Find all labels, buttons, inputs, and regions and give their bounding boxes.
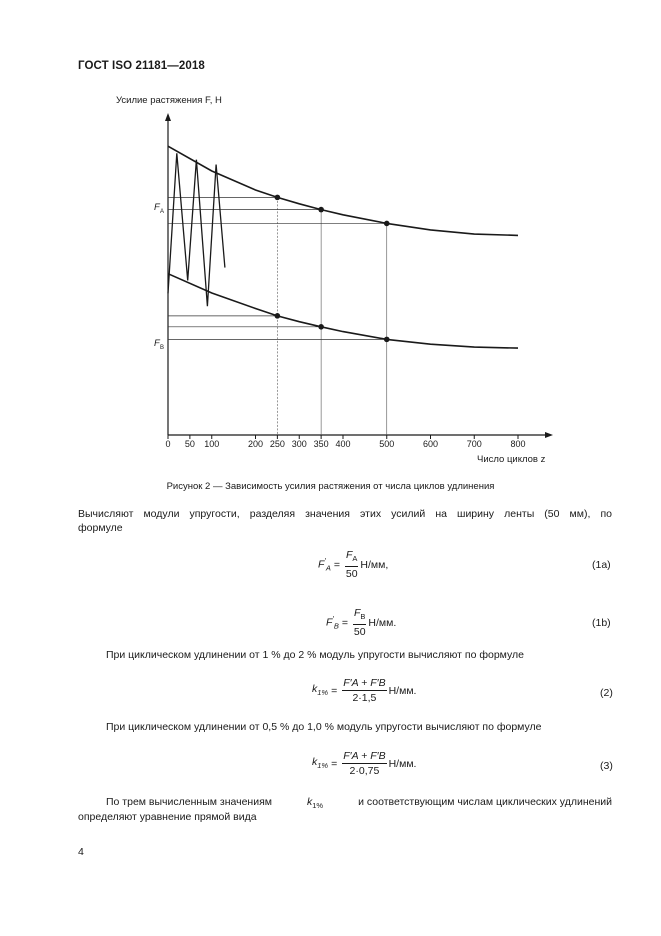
eq1a-lhs: $F'_A$ — [318, 556, 331, 573]
equation-3: $k_{1\%}$ = $\frac{F'A + F'B}{2\cdot 0,75}$ Н/мм. — [312, 750, 417, 777]
equation-2: $k_{1\%}$ = $\frac{F'A + F'B}{2\cdot 1,5}$ Н/мм. — [312, 677, 417, 704]
series-lower-envelope — [168, 274, 518, 348]
document-header: ГОСТ ISO 21181—2018 — [78, 60, 205, 72]
eq2-unit: Н/мм. — [388, 684, 417, 697]
x-tick-label: 50 — [184, 439, 195, 449]
eq1b-lhs: $F'_B$ — [326, 614, 339, 631]
x-axis-arrow — [545, 432, 553, 438]
y-axis-arrow — [165, 113, 171, 121]
equation-1a: $F'_A$ = $\frac{F_A}{50}$ Н/мм, — [318, 549, 389, 581]
data-point — [318, 324, 324, 330]
eq3-lhs: $k_{1\%}$ — [312, 756, 329, 771]
paragraph-2: При циклическом удлинении от 1 % до 2 % модуль упругости вычисляют по формуле — [106, 649, 524, 661]
svg-text:A: A — [160, 209, 165, 215]
paragraph-4-line-1: По трем вычисленным значениям $k_{1\%}$ и соответствующим числам циклических удлинений — [106, 796, 612, 811]
x-tick-label: 400 — [335, 439, 351, 449]
page-number: 4 — [78, 846, 84, 858]
equation-3-number: (3) — [600, 760, 613, 772]
eq1a-fraction: $\frac{F_A}{50}$ — [345, 549, 358, 581]
x-tick-label: 700 — [466, 439, 482, 449]
data-point — [275, 195, 281, 201]
eq3-unit: Н/мм. — [388, 757, 417, 770]
svg-text:F: F — [154, 338, 160, 349]
x-tick-label: 200 — [247, 439, 264, 449]
equation-1b-number: (1b) — [592, 617, 611, 629]
data-point — [384, 337, 390, 343]
x-tick-label: 300 — [291, 439, 307, 449]
svg-text:B: B — [160, 345, 165, 351]
svg-text:F: F — [154, 202, 160, 213]
eq2-fraction: $\frac{F'A + F'B}{2\cdot 1,5}$ — [343, 677, 386, 704]
figure-caption: Рисунок 2 — Зависимость усилия растяжения от числа циклов удлинения — [166, 481, 495, 492]
fa-label — [154, 202, 164, 215]
equation-2-number: (2) — [600, 687, 613, 699]
paragraph-3: При циклическом удлинении от 0,5 % до 1,0 % модуль упругости вычисляют по формуле — [106, 721, 542, 733]
fb-label — [154, 338, 164, 351]
x-tick-label: 600 — [422, 439, 439, 449]
eq1b-fraction: $\frac{F_B}{50}$ — [353, 607, 366, 639]
eq3-fraction: $\frac{F'A + F'B}{2\cdot 0,75}$ — [343, 750, 386, 777]
equation-1a-number: (1a) — [592, 559, 611, 571]
y-axis-title: Усилие растяжения F, Н — [116, 95, 222, 106]
data-point — [275, 313, 281, 319]
paragraph-1-line-1: Вычисляют модули упругости, разделяя значения этих усилий на ширину ленты (50 мм), по — [78, 508, 612, 520]
eq1a-unit: Н/мм, — [360, 558, 389, 571]
x-axis-title: Число циклов z — [477, 454, 546, 465]
eq1b-unit: Н/мм. — [368, 616, 397, 629]
x-tick-label: 100 — [204, 439, 220, 449]
x-tick-label: 250 — [269, 439, 285, 449]
x-tick-label: 500 — [379, 439, 395, 449]
data-point — [384, 221, 390, 227]
x-tick-label: 350 — [313, 439, 329, 449]
eq2-lhs: $k_{1\%}$ — [312, 683, 329, 698]
equation-1b: $F'_B$ = $\frac{F_B}{50}$ Н/мм. — [326, 607, 397, 639]
paragraph-4-line-2: определяют уравнение прямой вида — [78, 811, 257, 823]
x-tick-label: 800 — [510, 439, 526, 449]
x-tick-label: 0 — [165, 439, 171, 449]
paragraph-1-line-2: формуле — [78, 522, 123, 534]
data-point — [318, 207, 324, 213]
series-cyclic-loading — [168, 153, 225, 306]
